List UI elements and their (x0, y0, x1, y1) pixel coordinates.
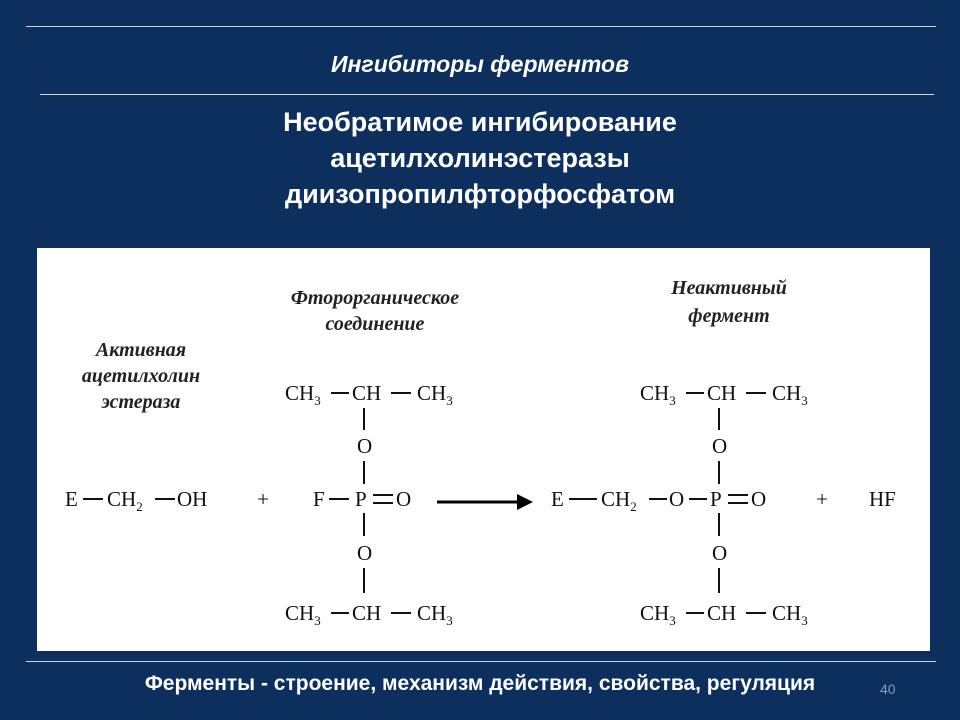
footer-rule (26, 661, 936, 662)
atom-p: P (710, 487, 722, 511)
reaction-diagram (37, 248, 930, 651)
plus-sign-2: + (816, 487, 828, 511)
plus-sign-1: + (257, 487, 269, 511)
atom-o-bottom: O (357, 541, 373, 565)
ch-top: CH (707, 381, 737, 405)
reaction-panel (37, 248, 930, 651)
header-title: Ингибиторы ферментов (330, 51, 629, 77)
atom-oh: OH (177, 487, 208, 511)
product-inactive-enzyme (551, 381, 808, 628)
page-number: 40 (880, 681, 896, 697)
atom-f: F (313, 487, 325, 511)
ch-bottom: CH (352, 601, 382, 625)
label-enzyme-line-1: Активная (95, 339, 187, 361)
label-inactive-line-2: фермент (688, 305, 770, 327)
ch3-bottom-right: $CH_3$ (417, 601, 453, 628)
ch-bottom: CH (707, 601, 737, 625)
footer-text: Ферменты - строение, механизм действия, свойства, регуляция (144, 672, 816, 695)
label-compound-line-1: Фторорганическое (290, 287, 460, 309)
top-rule (26, 26, 936, 27)
atom-o-bottom: O (712, 541, 728, 565)
reactant-enzyme (65, 487, 207, 514)
product-hf: HF (869, 487, 896, 511)
atom-p: P (355, 487, 367, 511)
atom-ch2: $CH_2$ (107, 487, 143, 514)
ch3-top-left: $CH_3$ (285, 381, 321, 408)
ch-top: CH (352, 381, 382, 405)
atom-e: E (551, 487, 564, 511)
atom-o-double: O (396, 487, 412, 511)
reaction-arrow (437, 494, 533, 510)
main-title-line-2: ацетилхолинэстеразы (330, 143, 630, 173)
ch3-bottom-left: $CH_3$ (285, 601, 321, 628)
label-compound-line-2: соединение (325, 313, 425, 335)
ch3-top-right: $CH_3$ (772, 381, 808, 408)
label-inactive-line-1: Неактивный (671, 277, 787, 299)
ch3-bottom-right: $CH_3$ (772, 601, 808, 628)
header-underline (40, 94, 934, 95)
arrow-head (517, 494, 533, 510)
atom-ch2: $CH_2$ (601, 487, 637, 514)
atom-o-ester: O (669, 487, 685, 511)
ch3-bottom-left: $CH_3$ (640, 601, 676, 628)
ch3-top-right: $CH_3$ (417, 381, 453, 408)
ch3-top-left: $CH_3$ (640, 381, 676, 408)
atom-o-top: O (712, 434, 728, 458)
main-title (0, 104, 960, 212)
atom-e: E (65, 487, 78, 511)
label-enzyme-line-2: ацетилхолин (81, 365, 201, 387)
label-enzyme-line-3: эстераза (101, 391, 181, 413)
main-title-line-3: диизопропилфторфосфатом (284, 179, 676, 209)
main-title-line-1: Необратимое ингибирование (283, 107, 677, 137)
atom-o-double: O (751, 487, 767, 511)
compound-dfp (285, 381, 453, 628)
atom-o-top: O (357, 434, 373, 458)
